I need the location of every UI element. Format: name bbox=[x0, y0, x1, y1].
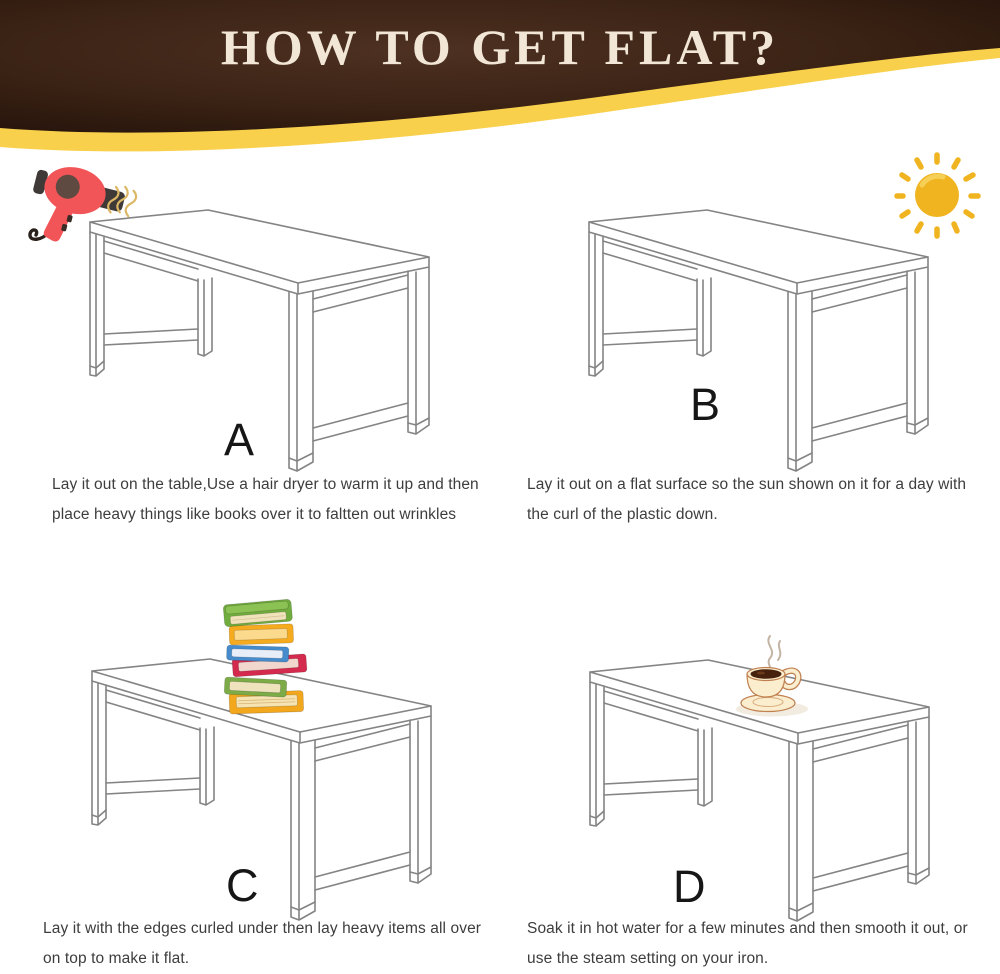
caption-line: Soak it in hot water for a few minutes and then smooth it out, or bbox=[527, 920, 968, 937]
book-stack-icon bbox=[217, 596, 317, 718]
page-title: HOW TO GET FLAT? bbox=[220, 19, 780, 75]
steam-icon bbox=[768, 636, 780, 671]
panel-label-c: C bbox=[226, 860, 259, 911]
caption-line: on top to make it flat. bbox=[43, 950, 190, 967]
hair-dryer-icon bbox=[20, 155, 144, 247]
panel-label-d: D bbox=[673, 861, 706, 912]
caption-line: Lay it with the edges curled under then lay heavy items all over bbox=[43, 920, 482, 937]
caption-line: place heavy things like books over it to faltten out wrinkles bbox=[52, 506, 457, 523]
caption-line: Lay it out on the table,Use a hair dryer to warm it up and then bbox=[52, 476, 479, 493]
caption-c bbox=[43, 914, 481, 974]
coffee-cup-icon bbox=[720, 632, 825, 720]
caption-line: use the steam setting on your iron. bbox=[527, 950, 769, 967]
caption-line: the curl of the plastic down. bbox=[527, 506, 718, 523]
caption-line: Lay it out on a flat surface so the sun shown on it for a day with bbox=[527, 476, 967, 493]
sun-icon bbox=[893, 152, 981, 240]
caption-d bbox=[527, 914, 968, 974]
table-drawing-b bbox=[585, 205, 935, 475]
caption-a bbox=[52, 470, 479, 530]
caption-b bbox=[527, 470, 966, 530]
heat-waves-icon bbox=[107, 184, 138, 217]
panel-label-b: B bbox=[690, 379, 721, 430]
panel-label-a: A bbox=[224, 414, 255, 465]
